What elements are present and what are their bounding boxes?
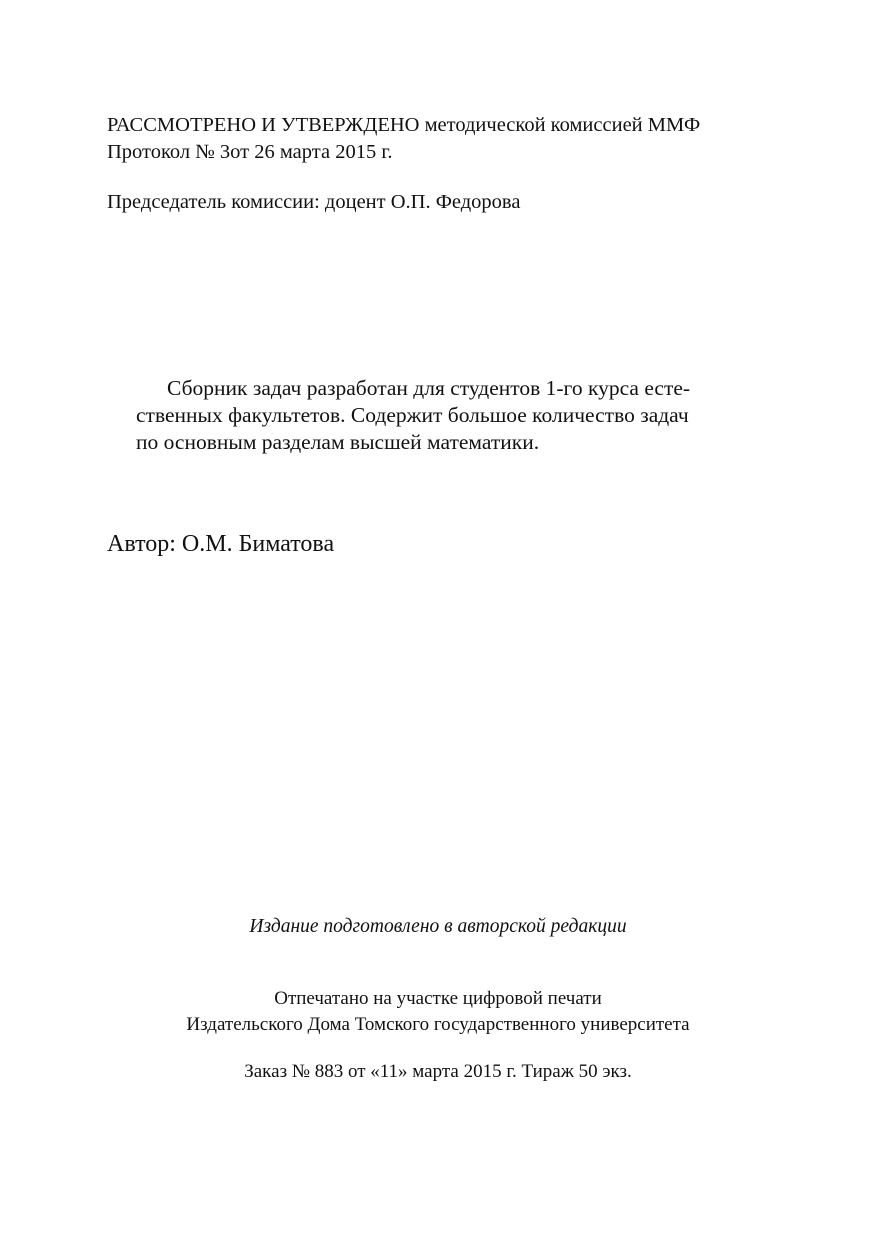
abstract-line-2: ственных факультетов. Содержит большое количество задач — [136, 403, 689, 427]
printing-line-1: Отпечатано на участке цифровой печати — [274, 988, 602, 1009]
commission-chair: Председатель комиссии: доцент О.П. Федорова — [107, 191, 521, 213]
abstract-paragraph — [136, 375, 748, 456]
order-info: Заказ № 883 от «11» марта 2015 г. Тираж 50 экз. — [244, 1061, 632, 1082]
edition-note: Издание подготовлено в авторской редакции — [249, 916, 627, 937]
printing-info — [0, 986, 876, 1038]
protocol-line: Протокол № 3от 26 марта 2015 г. — [107, 141, 393, 163]
approval-block — [107, 112, 700, 166]
author-line: Автор: О.М. Биматова — [107, 531, 335, 557]
approval-line-1: РАССМОТРЕНО И УТВЕРЖДЕНО методической комиссией ММФ — [107, 114, 701, 136]
printing-line-2: Издательского Дома Томского государственного университета — [186, 1014, 690, 1035]
abstract-line-3: по основным разделам высшей математики. — [136, 430, 540, 454]
abstract-line-1: Сборник задач разработан для студентов 1-го курса есте- — [167, 376, 691, 400]
